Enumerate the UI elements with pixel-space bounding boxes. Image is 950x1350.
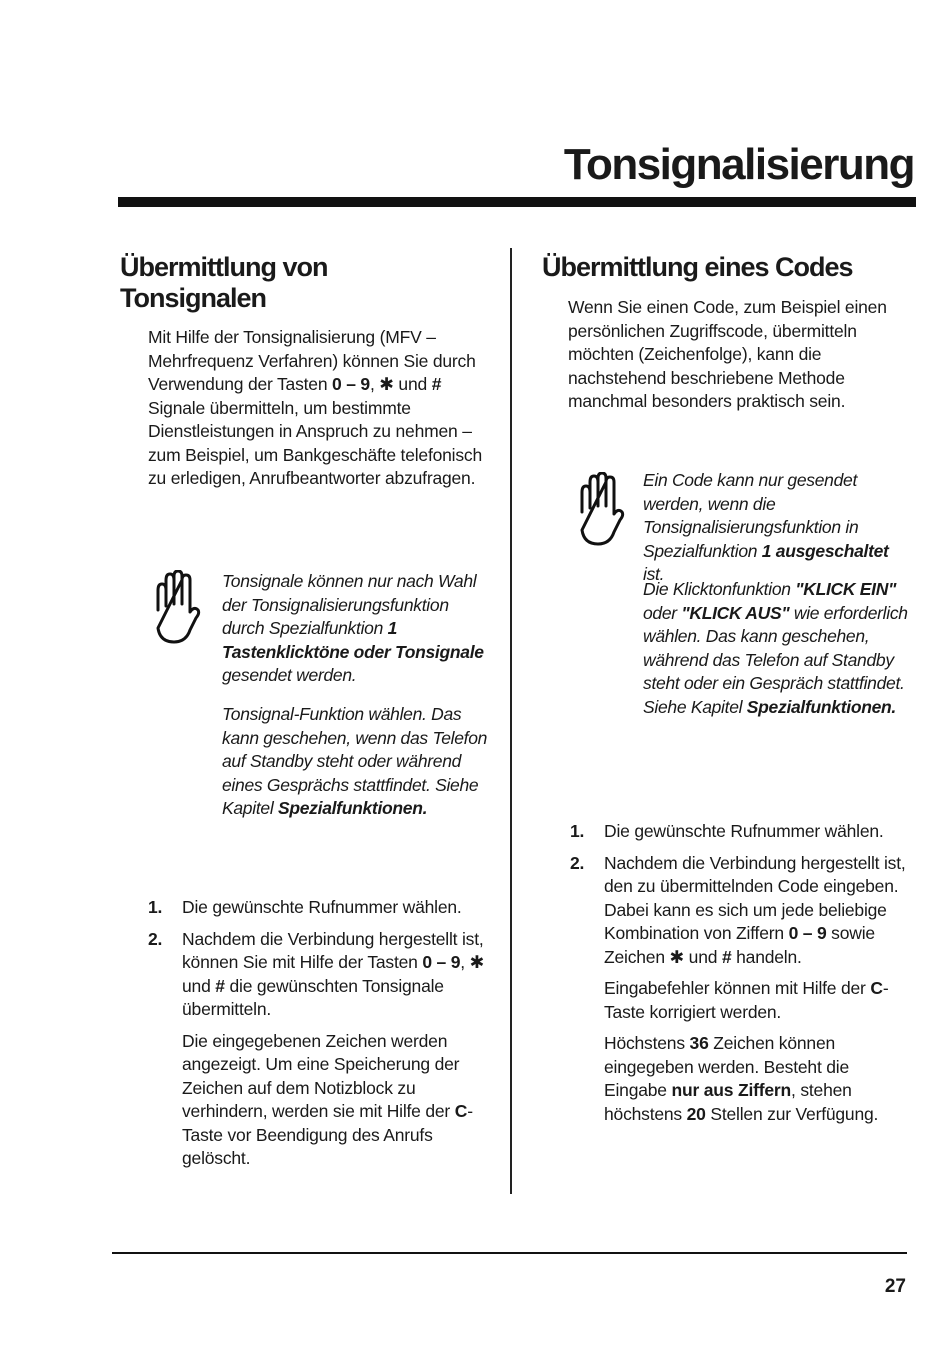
right-steps-list: [570, 820, 915, 1126]
step-detail: Die eingegebenen Zeichen werden angezeigt. Um eine Speicherung der Zeichen auf dem Notizblock zu verhindern, werden sie mit Hilfe der C-Taste vor Beendigung des Anrufs gelöscht.: [182, 1030, 473, 1168]
left-intro-paragraph: Mit Hilfe der Tonsignalisierung (MFV – Mehrfrequenz Verfahren) können Sie durch Verwendung der Tasten 0 – 9, ✱ und # Signale übermitteln, um bestimmte Dienstleistungen in Anspruch zu nehmen – zum Beispiel, um Bankgeschäfte telefonisch zu erledigen, Anrufbeantworter abzufragen.: [148, 327, 483, 488]
column-divider: [510, 248, 512, 1194]
step-number: 2.: [570, 852, 585, 873]
right-section-heading: Übermittlung eines Codes: [542, 252, 853, 282]
step-number: 1.: [570, 821, 585, 841]
right-note-2: Die Klicktonfunktion "KLICK EIN" oder "KLICK AUS" wie erforderlich wählen. Das kann geschehen, während das Telefon auf Standby steht oder ein Gespräch stattfindet. Siehe Kapitel Spezialfunktionen.: [643, 579, 908, 717]
step-text: Nachdem die Verbindung hergestellt ist, können Sie mit Hilfe der Tasten 0 – 9, ✱ und # die gewünschten Tonsignale übermitteln.: [182, 928, 485, 1019]
footer-rule: [112, 1252, 907, 1254]
left-note-2: Tonsignal-Funktion wählen. Das kann geschehen, wenn das Telefon auf Standby steht oder während eines Gesprächs stattfindet. Siehe Kapitel Spezialfunktionen.: [222, 704, 488, 818]
right-note-1: Ein Code kann nur gesendet werden, wenn die Tonsignalisierungsfunktion in Spezialfunktion 1 ausgeschaltet ist.: [643, 470, 889, 584]
right-intro-paragraph: Wenn Sie einen Code, zum Beispiel einen persönlichen Zugriffscode, übermitteln möchten (Zeichenfolge), kann die nachstehend beschriebene Methode manchmal besonders praktisch sein.: [568, 297, 887, 411]
step-text: Die gewünschte Rufnummer wählen.: [604, 821, 884, 841]
page-title: Tonsignalisierung: [563, 140, 914, 189]
left-steps-list: [148, 896, 493, 1171]
title-rule: [118, 197, 916, 207]
list-item: [148, 928, 493, 1022]
list-item: [148, 896, 493, 920]
step-number: 2.: [148, 928, 163, 949]
left-section-heading: Übermittlung von Tonsignalen: [120, 252, 328, 313]
step-text: Die gewünschte Rufnummer wählen.: [182, 897, 462, 917]
raised-hand-icon: [574, 472, 626, 548]
page-number: 27: [884, 1276, 906, 1297]
step-detail: Höchstens 36 Zeichen können eingegeben werden. Besteht die Eingabe nur aus Ziffern, stehen höchstens 20 Stellen zur Verfügung.: [604, 1033, 879, 1124]
raised-hand-icon: [150, 570, 202, 646]
list-item: [570, 820, 915, 844]
list-item: [570, 852, 915, 970]
left-note-1: Tonsignale können nur nach Wahl der Tonsignalisierungsfunktion durch Spezialfunktion 1 Tastenklicktöne oder Tonsignale gesendet werden.: [222, 571, 484, 685]
step-detail: Eingabefehler können mit Hilfe der C-Taste korrigiert werden.: [604, 978, 889, 1022]
step-text: Nachdem die Verbindung hergestellt ist, den zu übermittelnden Code eingeben. Dabei kann es sich um jede beliebige Kombination von Ziffern 0 – 9 sowie Zeichen ✱ und # handeln.: [604, 852, 906, 967]
step-number: 1.: [148, 897, 163, 917]
